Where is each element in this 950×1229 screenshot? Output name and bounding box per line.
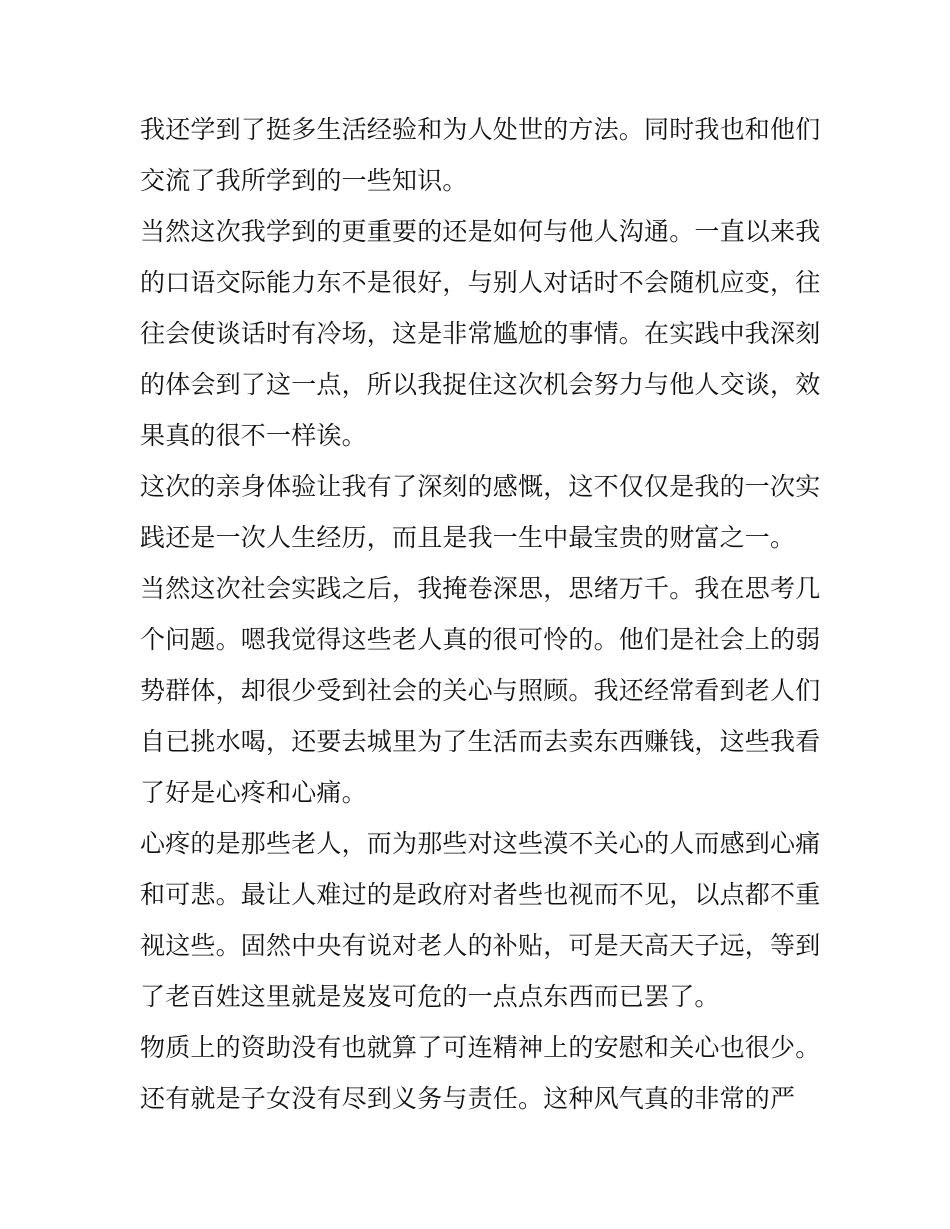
paragraph-2 [140,206,820,461]
text-line: 视这些。固然中央有说对老人的补贴，可是天高天子远，等到 [140,931,821,960]
paragraph-6 [140,1022,820,1073]
paragraph-5 [140,818,820,1022]
text-line: 了好是心疼和心痛。 [140,778,367,807]
paragraph-7 [140,1073,820,1124]
text-line: 这次的亲身体验让我有了深刻的感慨，这不仅仅是我的一次实 [140,472,821,501]
text-line: 践还是一次人生经历，而且是我一生中最宝贵的财富之一。 [140,523,796,552]
paragraph-3 [140,461,820,563]
text-line: 我还学到了挺多生活经验和为人处世的方法。同时我也和他们 [140,115,821,144]
text-line: 果真的很不一样诶。 [140,421,367,450]
text-line: 自已挑水喝，还要去城里为了生活而去卖东西赚钱，这些我看 [140,727,821,756]
text-line: 往会使谈话时有冷场，这是非常尴尬的事情。在实践中我深刻 [140,319,821,348]
paragraph-1 [140,104,820,206]
text-line: 势群体，却很少受到社会的关心与照顾。我还经常看到老人们 [140,676,821,705]
text-line: 个问题。嗯我觉得这些老人真的很可怜的。他们是社会上的弱 [140,625,821,654]
text-line: 心疼的是那些老人，而为那些对这些漠不关心的人而感到心痛 [140,829,821,858]
text-line: 了老百姓这里就是岌岌可危的一点点东西而已罢了。 [140,982,720,1011]
text-line: 当然这次社会实践之后，我掩卷深思，思绪万千。我在思考几 [140,574,821,603]
text-line: 交流了我所学到的一些知识。 [140,166,468,195]
text-line: 的口语交际能力东不是很好，与别人对话时不会随机应变，往 [140,268,821,297]
text-line: 当然这次我学到的更重要的还是如何与他人沟通。一直以来我 [140,217,821,246]
paragraph-4 [140,563,820,818]
text-line: 还有就是子女没有尽到义务与责任。这种风气真的非常的严 [140,1084,796,1113]
text-line: 物质上的资助没有也就算了可连精神上的安慰和关心也很少。 [140,1033,821,1062]
body-text [140,104,820,1124]
text-line: 的体会到了这一点，所以我捉住这次机会努力与他人交谈，效 [140,370,821,399]
text-line: 和可悲。最让人难过的是政府对者些也视而不见，以点都不重 [140,880,821,909]
